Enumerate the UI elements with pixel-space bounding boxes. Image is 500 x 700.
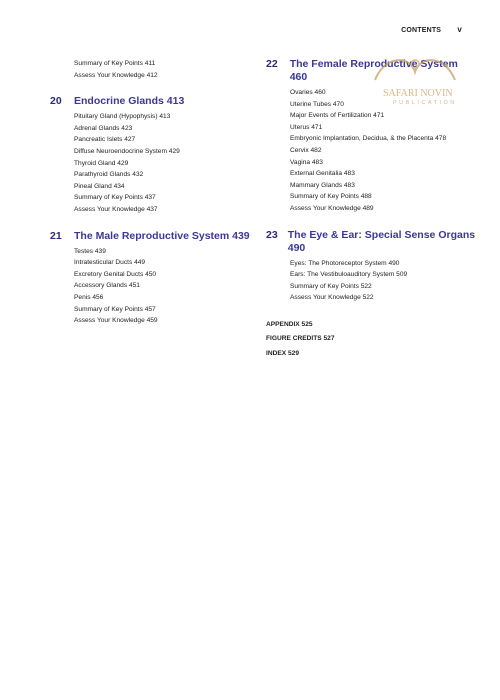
chapter-heading (50, 230, 250, 243)
toc-entry: Diffuse Neuroendocrine System 429 (74, 147, 180, 155)
running-head (401, 25, 462, 34)
toc-left-column (50, 58, 250, 327)
toc-entry: Ovaries 460 (290, 89, 326, 96)
toc-entry: Uterine Tubes 470 (290, 100, 344, 108)
toc-entry: Assess Your Knowledge 522 (290, 294, 374, 302)
chapter-title: The Male Reproductive System 439 (74, 229, 250, 242)
toc-entry: Major Events of Fertilization 471 (290, 112, 385, 120)
chapter-number: 22 (266, 58, 278, 70)
toc-entry: Uterus 471 (290, 123, 323, 131)
back-matter-entry: FIGURE CREDITS 527 (266, 335, 335, 343)
toc-entry: Summary of Key Points 488 (290, 193, 372, 201)
chapter-number: 23 (266, 228, 278, 241)
toc-entry: Summary of Key Points 457 (74, 305, 156, 313)
toc-entry: Summary of Key Points 411 (74, 60, 156, 67)
toc-entry: Thyroid Gland 429 (74, 159, 129, 167)
watermark-subtitle: PUBLICATION (393, 100, 457, 106)
toc-entry: Penis 456 (74, 293, 104, 301)
chapter-title: The Female Reproductive System 460 (289, 58, 458, 83)
toc-entry: Summary of Key Points 437 (74, 194, 156, 202)
toc-entry: Assess Your Knowledge 437 (74, 205, 158, 213)
chapter-number: 20 (50, 95, 62, 108)
toc-entry: Ears: The Vestibuloauditory System 509 (290, 271, 408, 279)
watermark-brand: SAFARI NOVIN (383, 88, 453, 99)
back-matter-entry: APPENDIX 525 (266, 320, 313, 328)
toc-entry: Summary of Key Points 522 (290, 282, 372, 290)
toc-entry: Cervix 482 (290, 146, 322, 154)
toc-entry: Testes 439 (74, 247, 106, 255)
toc-entry: Assess Your Knowledge 489 (290, 204, 374, 212)
toc-entry: Pancreatic Islets 427 (74, 136, 136, 144)
toc-entry: Eyes: The Photoreceptor System 490 (290, 259, 400, 267)
toc-entry: Parathyroid Glands 432 (74, 171, 144, 179)
back-matter (266, 318, 476, 362)
toc-entry: Excretory Genital Ducts 450 (74, 270, 157, 278)
chapter-title: Endocrine Glands 413 (74, 95, 185, 108)
toc-entry: Mammary Glands 483 (290, 181, 355, 189)
chapter-heading (266, 229, 476, 255)
chapter-heading (50, 95, 250, 108)
toc-entry: Assess Your Knowledge 459 (74, 317, 158, 325)
running-head-section: CONTENTS (401, 27, 442, 34)
toc-entry: External Genitalia 483 (290, 170, 355, 178)
toc-entry: Intratesticular Ducts 449 (74, 259, 146, 267)
watermark-logo-icon (355, 50, 475, 90)
back-matter-entry: INDEX 529 (266, 349, 299, 357)
toc-entry: Embryonic Implantation, Decidua, & the Placenta 478 (290, 135, 447, 143)
page-number: v (457, 25, 462, 34)
chapter-number: 21 (50, 229, 62, 242)
toc-entry: Accessory Glands 451 (74, 282, 140, 290)
toc-entry: Assess Your Knowledge 412 (74, 71, 158, 79)
chapter-title: The Eye & Ear: Special Sense Organs 490 (287, 228, 476, 254)
toc-entry: Pituitary Gland (Hypophysis) 413 (74, 113, 171, 121)
publisher-watermark (355, 50, 475, 120)
toc-entry: Vagina 483 (290, 158, 323, 166)
toc-entry: Adrenal Glands 423 (74, 124, 133, 132)
toc-entry: Pineal Gland 434 (74, 182, 125, 190)
